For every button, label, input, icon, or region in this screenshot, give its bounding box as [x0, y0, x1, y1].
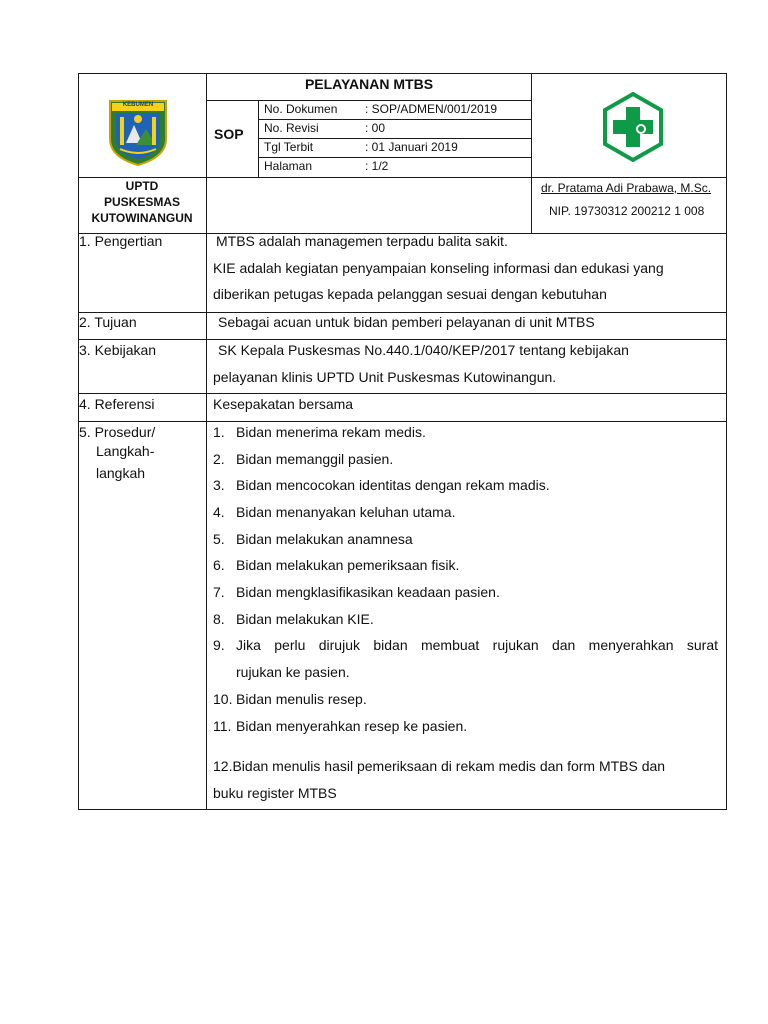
pengertian-line: KIE adalah kegiatan penyampaian konseling informasi dan edukasi yang	[213, 260, 664, 276]
section-label-kebijakan: 3. Kebijakan	[79, 342, 157, 358]
section-label-referensi: 4. Referensi	[79, 396, 155, 412]
step-number: 11.	[213, 718, 232, 734]
step-number: 8.	[213, 611, 225, 627]
step-text: Jika perlu dirujuk bidan membuat rujukan dan menyerahkan surat	[236, 637, 718, 653]
doc-field-label: Halaman	[264, 159, 313, 173]
section-label-prosedur: Langkah-	[96, 443, 155, 459]
step-number: 5.	[213, 531, 225, 547]
kebijakan-line: pelayanan klinis UPTD Unit Puskesmas Kutowinangun.	[213, 369, 557, 385]
step-text: Bidan melakukan anamnesa	[236, 531, 413, 547]
kebijakan-line: SK Kepala Puskesmas No.440.1/040/KEP/2017 tentang kebijakan	[218, 342, 629, 358]
doc-field-value: : 01 Januari 2019	[365, 140, 458, 154]
puskesmas-logo-icon	[601, 92, 665, 162]
signer-name: dr. Pratama Adi Prabawa, M.Sc.	[541, 181, 712, 195]
org-line: KUTOWINANGUN	[91, 211, 193, 225]
section-label-prosedur: 5. Prosedur/	[79, 424, 156, 440]
step-number: 3.	[213, 477, 225, 493]
tujuan-line: Sebagai acuan untuk bidan pemberi pelayanan di unit MTBS	[218, 314, 595, 330]
step-text: Bidan melakukan KIE.	[236, 611, 374, 627]
pengertian-line: diberikan petugas kepada pelanggan sesuai dengan kebutuhan	[213, 286, 607, 302]
pengertian-line: MTBS adalah managemen terpadu balita sakit.	[216, 233, 508, 249]
regency-emblem-icon	[108, 99, 168, 167]
doc-field-label: No. Revisi	[264, 121, 319, 135]
prosedur-final-line: buku register MTBS	[213, 785, 337, 801]
step-text: Bidan menyerahkan resep ke pasien.	[236, 718, 468, 734]
step-text: Bidan melakukan pemeriksaan fisik.	[236, 557, 460, 573]
referensi-line: Kesepakatan bersama	[213, 396, 354, 412]
step-text: Bidan mencocokan identitas dengan rekam madis.	[236, 477, 550, 493]
signer-nip: NIP. 19730312 200212 1 008	[549, 204, 705, 218]
step-text: Bidan memanggil pasien.	[236, 451, 394, 467]
section-label-prosedur: langkah	[96, 465, 146, 481]
step-number: 6.	[213, 557, 225, 573]
step-text: Bidan menulis resep.	[236, 691, 367, 707]
prosedur-final-line: 12.Bidan menulis hasil pemeriksaan di rekam medis dan form MTBS dan	[213, 758, 666, 774]
document-title: PELAYANAN MTBS	[304, 76, 434, 92]
doc-field-label: No. Dokumen	[264, 102, 338, 116]
org-line: PUSKESMAS	[103, 195, 180, 209]
step-number: 4.	[213, 504, 225, 520]
step-text: Bidan mengklasifikasikan keadaan pasien.	[236, 584, 500, 600]
step-number: 10.	[213, 691, 233, 707]
org-line: UPTD	[125, 179, 159, 193]
sop-label: SOP	[214, 126, 244, 142]
step-number: 2.	[213, 451, 225, 467]
step-number: 7.	[213, 584, 225, 600]
regency-emblem-text: KEBUMEN	[122, 102, 154, 108]
step-number: 1.	[213, 424, 225, 440]
doc-field-value: : 1/2	[365, 159, 389, 173]
doc-field-value: : 00	[365, 121, 386, 135]
step-number: 9.	[213, 637, 225, 653]
section-label-tujuan: 2. Tujuan	[79, 314, 137, 330]
section-label-pengertian: 1. Pengertian	[79, 233, 163, 249]
step-text: Bidan menanyakan keluhan utama.	[236, 504, 456, 520]
step-text: Bidan menerima rekam medis.	[236, 424, 426, 440]
doc-field-value: : SOP/ADMEN/001/2019	[365, 102, 498, 116]
step-text: rujukan ke pasien.	[236, 664, 350, 680]
doc-field-label: Tgl Terbit	[264, 140, 314, 154]
